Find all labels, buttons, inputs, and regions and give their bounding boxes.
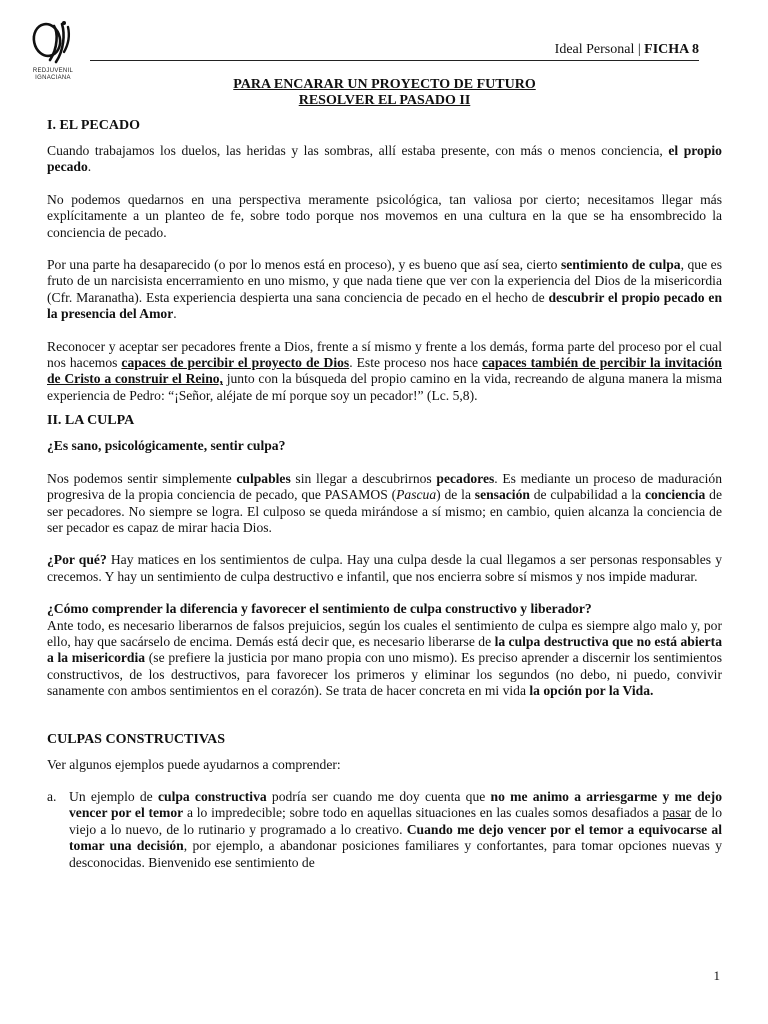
bold-run: la opción por la Vida. (529, 683, 654, 699)
bold-run: culpa constructiva (157, 788, 267, 804)
text-run: Hay matices en los sentimientos de culpa. Hay una culpa desde la cual llegamos a ser personas responsables y crecemos. Y hay un sentimiento de culpa destructivo e infantil, que nos encierra sobre sí mismos y nos impide madurar. (47, 552, 722, 584)
list-item-a (47, 789, 722, 871)
document-body (47, 77, 722, 871)
bold-run: descubrir el propio pecado en la presencia del Amor (47, 289, 722, 322)
logo-text-line-1: REDJUVENIL (32, 68, 74, 74)
text-run: . Este proceso nos hace (349, 355, 483, 371)
bold-run: culpables (236, 470, 291, 486)
bold-run: conciencia (644, 487, 706, 503)
text-run: (se prefiere la justicia por mano propia con uno mismo). Es preciso aprender a discernir los sentimientos constructivos, de los destructivos, para favorecer los primeros y eliminar los segundos (no debo, ni puedo, convivir sanamente con ambos sentimientos en el corazón). Se trata de hacer concreta en mi vida (47, 650, 722, 699)
paragraph-culpa-1 (47, 471, 722, 537)
header-title-bold: FICHA 8 (644, 42, 699, 57)
header-title (555, 42, 699, 58)
header-divider (90, 60, 699, 61)
text-run: de ser pecadores. No siempre se logra. El culposo se queda mirándose a sí mismo; en cambio, quien alcanza la conciencia de ser pecador es capaz de mirar hacia Dios. (47, 487, 722, 535)
bold-run: pecadores (436, 470, 495, 486)
text-run: de lo viejo a lo nuevo, de lo rutinario y programado a lo creativo. (69, 805, 722, 837)
text-run: Un ejemplo de (69, 788, 158, 804)
section-heading-pecado: I. EL PECADO (47, 118, 140, 133)
bold-run: ¿Por qué? (47, 552, 107, 568)
question-sano (47, 438, 722, 454)
text-run: Nos podemos sentir simplemente (47, 470, 237, 486)
bold-run: ¿Cómo comprender la diferencia y favorecer el sentimiento de culpa constructivo y liberador? (47, 601, 592, 617)
bold-underlined-run: capaces de percibir el proyecto de Dios (121, 355, 350, 371)
paragraph-culpa-2 (47, 552, 722, 585)
bold-run: el propio pecado (47, 143, 722, 175)
text-run: . (87, 159, 92, 175)
underlined-run: pasar (662, 805, 692, 821)
text-run: sin llegar a descubrirnos (290, 470, 437, 486)
page-number: 1 (713, 968, 720, 983)
bold-run: sentimiento de culpa (560, 257, 681, 273)
bold-underlined-run: capaces también de percibir la invitación de Cristo a construir el Reino, (47, 355, 722, 387)
document-title-line-1: PARA ENCARAR UN PROYECTO DE FUTURO (233, 77, 536, 92)
section-heading-culpa: II. LA CULPA (47, 413, 135, 429)
list-marker: a. (47, 788, 57, 804)
text-run: junto con la búsqueda del propio camino en la vida, recreando de alguna manera la misma experiencia de Pedro: “¡Señor, aléjate de mí porque soy un pecador!” (Lc. 5,8). (47, 371, 722, 403)
red-juvenil-ignaciana-logo (28, 18, 78, 84)
text-run: podría ser cuando me doy cuenta que (266, 788, 491, 804)
italic-run: Pascua (396, 487, 437, 503)
paragraph-pecado-3 (47, 257, 722, 323)
paragraph-pecado-1 (47, 143, 722, 176)
logo-text-line-2: IGNACIANA (35, 74, 71, 81)
text-run: Ante todo, es necesario liberarnos de falsos prejuicios, según los cuales el sentimiento de culpa es siempre algo malo y, por ello, hay que sacárselo de encima. Demás está decir que, es necesario liberarse de (47, 617, 722, 649)
paragraph-ejemplos-intro: Ver algunos ejemplos puede ayudarnos a comprender: (47, 756, 341, 772)
text-run: a lo impredecible; sobre todo en aquellas situaciones en las cuales somos desafiados a (183, 805, 663, 821)
bold-run: ¿Es sano, psicológicamente, sentir culpa? (47, 438, 286, 454)
bold-run: sensación (474, 487, 530, 503)
question-diferencia (47, 601, 722, 617)
document-title-line-2: RESOLVER EL PASADO II (298, 93, 471, 108)
header-title-plain: Ideal Personal | (554, 42, 645, 57)
text-run: , que es fruto de un narcisista encerramiento en uno mismo, y que nada tiene que ver con la experiencia del Dios de la misericordia (Cfr. Maranatha). Esta experiencia despierta una sana conciencia de pecado en el hecho de (47, 257, 722, 305)
bold-run: Cuando me dejo vencer por el temor a equivocarse al tomar una decisión (69, 821, 722, 854)
section-heading-culpas-constructivas: CULPAS CONSTRUCTIVAS (47, 731, 226, 747)
text-run: Reconocer y aceptar ser pecadores frente a Dios, frente a sí mismo y frente a los demás, forma parte del proceso por el cual nos hacemos (47, 338, 722, 371)
text-run: Por una parte ha desaparecido (o por lo menos está en proceso), y es bueno que así sea, cierto (47, 257, 561, 273)
text-run: ) de la (436, 487, 475, 503)
paragraph-culpa-3 (47, 618, 722, 700)
bold-run: la culpa destructiva que no está abierta a la misericordia (47, 633, 722, 666)
text-run: , por ejemplo, a abandonar posiciones familiares y confortantes, para tomar opciones nuevas y desconocidas. Bienvenido ese sentimiento de (69, 838, 722, 870)
bold-run: no me animo a arriesgarme y me dejo vencer por el temor (69, 788, 723, 821)
text-run: . Es mediante un proceso de maduración progresiva de la propia conciencia de pecado, que PASAMOS ( (47, 470, 722, 503)
paragraph-pecado-4 (47, 339, 722, 405)
list-item-text (69, 789, 722, 871)
logo-mark-icon (28, 18, 78, 68)
text-run: . (173, 306, 177, 322)
text-run: de culpabilidad a la (529, 487, 645, 503)
paragraph-pecado-2: No podemos quedarnos en una perspectiva meramente psicológica, tan valiosa por cierto; necesitamos llegar más explícitamente a un planteo de fe, sobre todo porque nos movemos en una cultura en la que se ha ensombrecido la conciencia de pecado. (47, 191, 722, 240)
text-run: Cuando trabajamos los duelos, las heridas y las sombras, allí estaba presente, con más o menos conciencia, (47, 143, 669, 158)
